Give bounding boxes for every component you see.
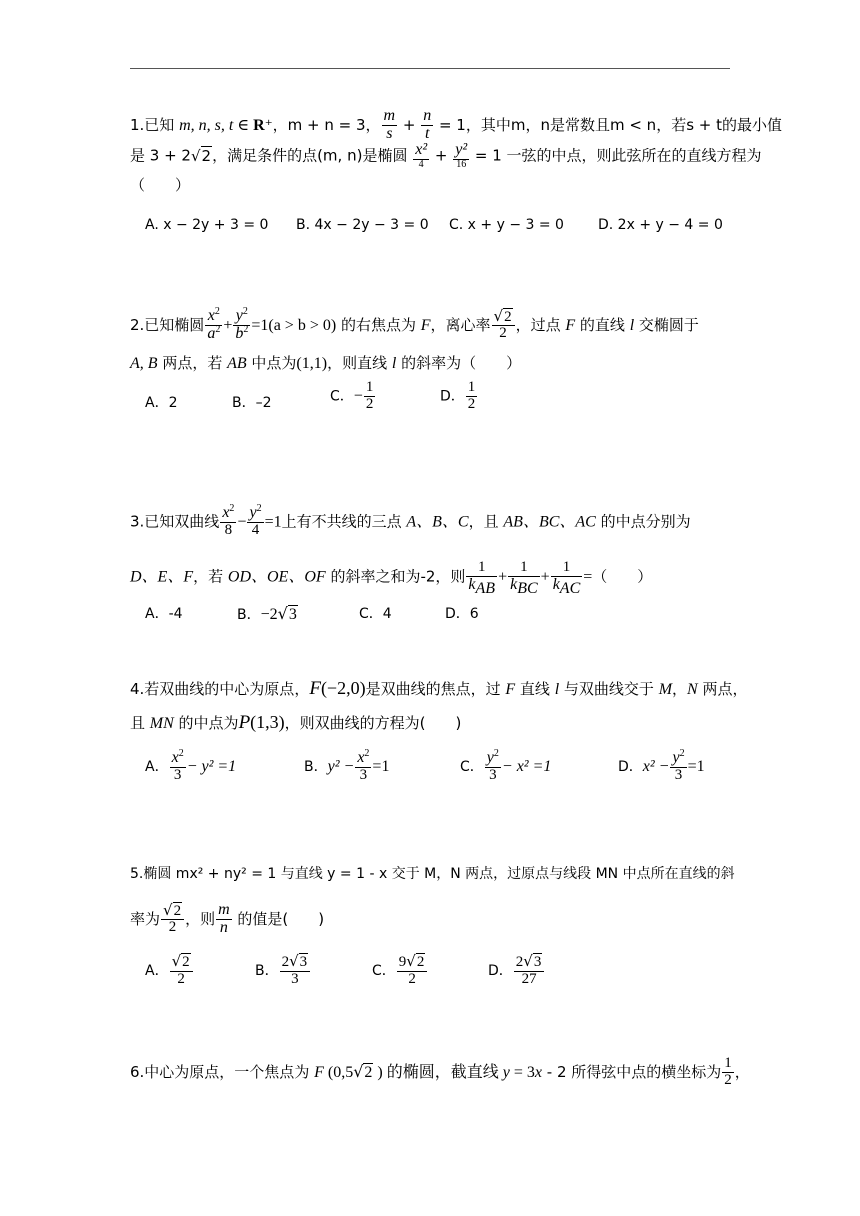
q3-frac-y2-4: $\frac{y^2}{4}$	[249, 503, 262, 538]
q1-line-1: 1.已知 m, n, s, t ∈ R⁺，m + n = 3， $\frac{m}{s}$ + $\frac{n}{t}$ = 1，其中m，n是常数且m < n，若s + t的最小值	[130, 107, 782, 142]
q2-option-c[interactable]: C．− $\frac{1}{2}$	[330, 379, 374, 412]
q3-frac-x2-8: $\frac{x^2}{8}$	[222, 503, 235, 538]
q5-option-c[interactable]: C． $\frac{9√2}{2}$	[372, 954, 428, 988]
q2-option-b[interactable]: B．–2	[232, 395, 272, 411]
header-rule	[130, 68, 730, 69]
q6-line-1: 6.中心为原点，一个焦点为 F (0,5√2 ) 的椭圆，截直线 y = 3x - 2 所得弦中点的横坐标为 $\frac{1}{2}$ ，	[130, 1055, 750, 1088]
q1-option-c[interactable]: C. x + y − 3 = 0	[449, 217, 564, 233]
q5-option-b[interactable]: B． $\frac{2√3}{3}$	[255, 954, 311, 988]
q4-line-1: 4.若双曲线的中心为原点，F(−2,0)是双曲线的焦点，过 F 直线 l 与双曲线交于 M，N 两点，	[130, 678, 748, 699]
q4-option-a[interactable]: A． $\frac{x^2}{3}$ − y² =1	[145, 748, 237, 783]
q3-frac-k-bc: $\frac{1}{k_{BC}}$	[510, 559, 538, 597]
q3-line-2: D、E、F，若 OD、OE、OF 的斜率之和为-2，则 $\frac{1}{k_{AB}}$ + $\frac{1}{k_{BC}}$ + $\frac{1}{k_{AC}}$ =（ ）	[130, 559, 653, 597]
q5-frac-slope: $\frac{√2}{2}$	[161, 903, 184, 937]
q3-option-b[interactable]: B．−2√3	[237, 604, 297, 623]
q5-option-a[interactable]: A． $\frac{√2}{2}$	[145, 954, 194, 988]
q2-line-2: A, B 两点，若 AB 中点为(1,1)，则直线 l 的斜率为（ ）	[130, 354, 522, 372]
q1-frac-m-s: $\frac{m}{s}$	[383, 107, 396, 142]
q3-frac-k-ab: $\frac{1}{k_{AB}}$	[468, 559, 496, 597]
q5-line-1: 5.椭圆 mx² + ny² = 1 与直线 y = 1 - x 交于 M，N 两点，过原点与线段 MN 中点所在直线的斜	[130, 866, 735, 882]
q3-option-d[interactable]: D．6	[445, 606, 479, 622]
q2-option-d[interactable]: D． $\frac{1}{2}$	[440, 379, 476, 412]
q4-option-b[interactable]: B．y² − $\frac{x^2}{3}$ =1	[304, 748, 390, 783]
q2-frac-y2-b2: $\frac{y^2}{b^2}$	[235, 306, 249, 342]
q3-frac-k-ac: $\frac{1}{k_{AC}}$	[552, 559, 581, 597]
q1-frac-n-t: $\frac{n}{t}$	[423, 107, 432, 142]
q1-sqrt: √2	[190, 146, 212, 165]
q4-line-2: 且 MN 的中点为P(1,3)，则双曲线的方程为( )	[130, 712, 462, 733]
q5-option-d[interactable]: D． $\frac{2√3}{27}$	[488, 954, 545, 988]
q5-line-2: 率为 $\frac{√2}{2}$ ，则 $\frac{m}{n}$ 的值是( )	[130, 900, 325, 936]
q4-option-d[interactable]: D．x² − $\frac{y^2}{3}$ =1	[618, 748, 705, 783]
q3-option-c[interactable]: C．4	[359, 606, 392, 622]
q2-frac-x2-a2: $\frac{x^2}{a^2}$	[207, 306, 221, 342]
q6-frac-half: $\frac{1}{2}$	[724, 1055, 732, 1088]
q1-frac-y2-16: $\frac{\text{y²}}{16}$	[455, 141, 468, 170]
q3-option-a[interactable]: A．-4	[145, 606, 183, 622]
q1-line-2: 是 3 + 2√2，满足条件的点(m, n)是椭圆 $\frac{\text{x²}}{4}$ + $\frac{\text{y²}}{16}$ = 1 一弦的中点，则此弦所在的直线方程为	[130, 141, 762, 170]
q2-option-a[interactable]: A．2	[145, 395, 178, 411]
q6-sqrt: √2	[353, 1061, 373, 1081]
q2-line-1: 2.已知椭圆 $\frac{x^2}{a^2}$ + $\frac{y^2}{b^2}$ =1(a > b > 0) 的右焦点为 F，离心率 $\frac{√2}{2}$ ，过点 F 的直线 l 交椭圆于	[130, 306, 699, 342]
q1-line-3: （ ）	[130, 176, 191, 194]
q4-option-c[interactable]: C． $\frac{y^2}{3}$ − x² =1	[460, 748, 552, 783]
q1-option-d[interactable]: D. 2x + y − 4 = 0	[598, 217, 723, 233]
q5-frac-m-n: $\frac{m}{n}$	[218, 901, 230, 936]
q1-frac-x2-4: $\frac{\text{x²}}{4}$	[415, 141, 428, 170]
q1-option-b[interactable]: B. 4x − 2y − 3 = 0	[296, 217, 429, 233]
q2-frac-eccentricity: $\frac{√2}{2}$	[492, 309, 515, 343]
q1-option-a[interactable]: A. x − 2y + 3 = 0	[145, 217, 269, 233]
q3-line-1: 3.已知双曲线 $\frac{x^2}{8}$ − $\frac{y^2}{4}$ =1上有不共线的三点 A、B、C，且 AB、BC、AC 的中点分别为	[130, 503, 691, 538]
